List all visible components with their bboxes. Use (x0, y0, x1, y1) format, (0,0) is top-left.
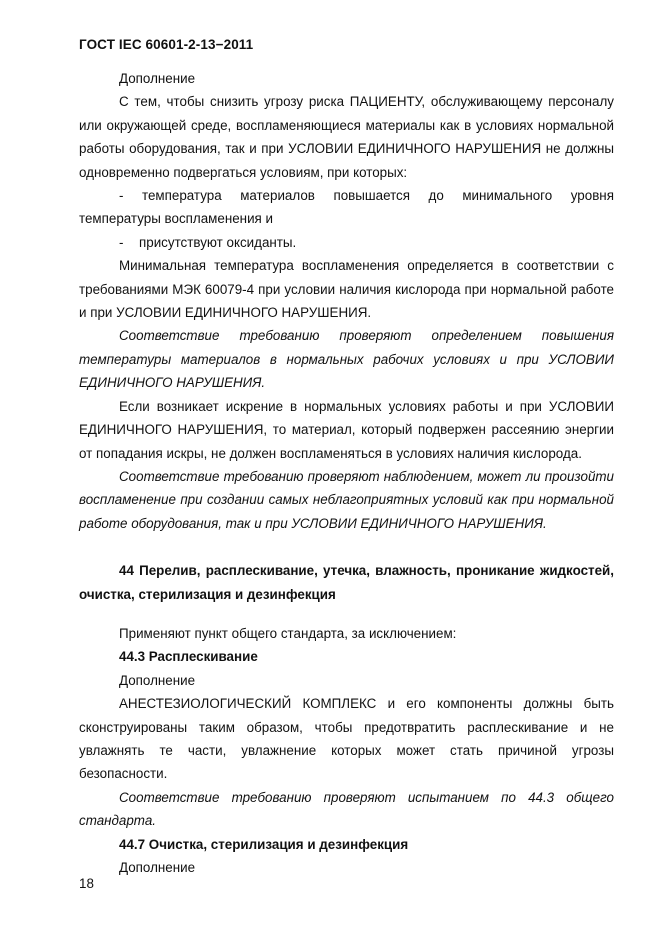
paragraph-compliance-3: Соответствие требованию проверяют испытанием по 44.3 общего стандарта. (79, 789, 614, 829)
list-item-temperature: - температура материалов повышается до минимального уровня (79, 184, 614, 207)
list-item-temperature-continuation: температуры воспламенения и (79, 211, 273, 227)
document-body (79, 67, 614, 879)
list-dash: - (119, 188, 124, 204)
paragraph-anesthesia-complex: АНЕСТЕЗИОЛОГИЧЕСКИЙ КОМПЛЕКС и его компоненты должны быть сконструированы таким образом, чтобы предотвратить расплескивание и не увлажнять те части, увлажнение которых может стать причиной угрозы безопасности. (79, 696, 614, 782)
subsection-44-7-title: 44.7 Очистка, стерилизация и дезинфекция (119, 836, 409, 852)
paragraph-addition-3: Дополнение (119, 860, 196, 875)
paragraph-compliance-1: Соответствие требованию проверяют определением повышения температуры материалов в нормальных рабочих условиях и при УСЛОВИИ ЕДИНИЧНОГО НАРУШЕНИЯ. (79, 328, 614, 391)
paragraph-risk-reduction: С тем, чтобы снизить угрозу риска ПАЦИЕНТУ, обслуживающему персоналу или окружающей среде, воспламеняющиеся материалы как в условиях нормальной работы оборудования, так и при УСЛОВИИ ЕДИНИЧНОГО НАРУШЕНИЯ не должны одновременно подвергаться условиям, при которых: (79, 94, 614, 180)
subsection-44-3-title: 44.3 Расплескивание (119, 649, 258, 665)
paragraph-sparking: Если возникает искрение в нормальных условиях работы и при УСЛОВИИ ЕДИНИЧНОГО НАРУШЕНИЯ, то материал, который подвержен рассеянию энергии от попадания искры, не должен воспламеняться в условиях наличия кислорода. (79, 398, 614, 461)
document-header: ГОСТ IEC 60601-2-13−2011 (79, 37, 254, 52)
page-number: 18 (79, 876, 94, 891)
paragraph-addition-2: Дополнение (119, 672, 196, 688)
list-item-oxidants: - присутствуют оксиданты. (119, 234, 297, 250)
paragraph-apply-general: Применяют пункт общего стандарта, за исключением: (119, 625, 457, 641)
paragraph-addition-1: Дополнение (119, 71, 196, 86)
paragraph-compliance-2: Соответствие требованию проверяют наблюдением, может ли произойти воспламенение при создании самых неблагоприятных условий как при нормальной работе оборудования, так и при УСЛОВИИ ЕДИНИЧНОГО НАРУШЕНИЯ. (79, 468, 614, 531)
paragraph-min-temperature: Минимальная температура воспламенения определяется в соответствии с требованиями МЭК 60079-4 при условии наличия кислорода при нормальной работе и при УСЛОВИИ ЕДИНИЧНОГО НАРУШЕНИЯ. (79, 258, 614, 321)
section-44-title: 44 Перелив, расплескивание, утечка, влажность, проникание жидкостей, очистка, стерилизация и дезинфекция (79, 563, 614, 602)
